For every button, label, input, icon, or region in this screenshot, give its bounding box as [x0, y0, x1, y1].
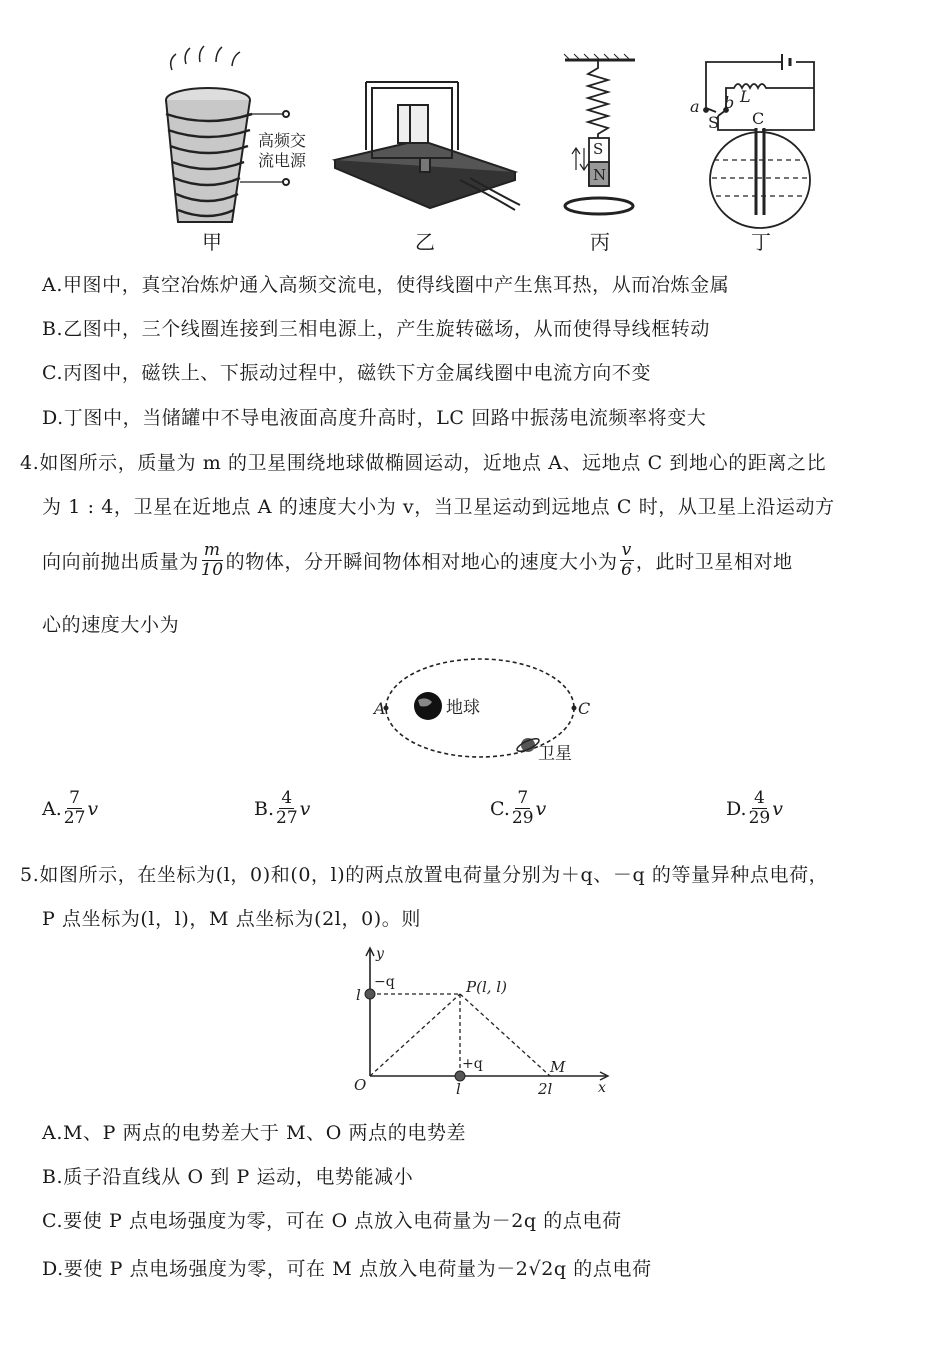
point-p-label: P(l, l) — [466, 978, 507, 996]
fraction-v-over-6 — [620, 542, 634, 579]
q3-option-b: B.乙图中，三个线圈连接到三相电源上，产生旋转磁场，从而使得导线框转动 — [42, 318, 711, 340]
label-earth: 地球 — [446, 698, 480, 718]
q4-option-c — [490, 790, 546, 827]
q3-option-d: D.丁图中，当储罐中不导电液面高度升高时，LC 回路中振荡电流频率将变大 — [42, 407, 707, 429]
x-tick-l: l — [456, 1080, 461, 1098]
q4-d-num: 4 — [754, 788, 765, 808]
circuit-b: b — [724, 93, 735, 112]
label-a: A — [374, 699, 386, 718]
q3-option-a: A.甲图中，真空冶炼炉通入高频交流电，使得线圈中产生焦耳热，从而冶炼金属 — [42, 274, 730, 296]
x-axis-label: x — [598, 1080, 606, 1096]
q4-c-var: v — [535, 797, 547, 820]
q4-c-letter: C. — [490, 797, 510, 820]
q4-option-d — [726, 790, 783, 827]
magnet-n: N — [593, 166, 607, 184]
q4-a-num: 7 — [69, 788, 80, 808]
q4-line3-pre: 向向前抛出质量为 — [42, 551, 199, 573]
rotating-field-figure — [335, 82, 520, 210]
q4-b-num: 4 — [281, 788, 293, 808]
label-c: C — [578, 699, 591, 718]
q4-stem-line4: 心的速度大小为 — [42, 614, 180, 636]
circuit-C: C — [752, 109, 765, 128]
power-label-1: 高频交 — [258, 131, 307, 150]
point-m-label: M — [550, 1058, 566, 1076]
caption-bing: 丙 — [590, 230, 610, 254]
circuit-L: L — [740, 87, 751, 106]
figure-row — [0, 0, 950, 260]
q4-a-den: 27 — [63, 808, 86, 828]
q4-option-a — [42, 790, 98, 827]
q4-b-den: 27 — [276, 808, 298, 828]
q4-c-den: 29 — [511, 808, 534, 828]
q4-a-frac — [64, 790, 86, 827]
caption-ding: 丁 — [751, 230, 771, 254]
magnet-s: S — [593, 140, 604, 158]
q4-d-frac — [749, 790, 771, 827]
q4-d-den: 29 — [748, 808, 771, 828]
frac2-num: v — [621, 540, 632, 560]
caption-jia: 甲 — [202, 230, 222, 254]
neg-charge-label: −q — [374, 974, 395, 990]
frac1-den: 10 — [200, 560, 224, 580]
q4-stem-line3 — [42, 542, 793, 579]
negative-charge-icon — [365, 989, 375, 999]
q5-stem-line2: P 点坐标为(l，l)，M 点坐标为(2l，0)。则 — [42, 908, 421, 930]
q5-option-c: C.要使 P 点电场强度为零，可在 O 点放入电荷量为－2q 的点电荷 — [42, 1210, 622, 1232]
q5-stem-line1: 5.如图所示，在坐标为(l，0)和(0，l)的两点放置电荷量分别为＋q、－q 的等量异种点电荷， — [20, 864, 829, 886]
q4-a-letter: A. — [42, 797, 62, 820]
q4-line3-post: ，此时卫星相对地 — [635, 551, 793, 573]
q4-option-b — [254, 790, 310, 827]
label-satellite: 卫星 — [538, 744, 572, 764]
q4-d-letter: D. — [726, 797, 747, 820]
frac2-den: 6 — [621, 560, 633, 580]
q4-stem-line2: 为 1 : 4，卫星在近地点 A 的速度大小为 v，当卫星运动到远地点 C 时，从卫星上沿运动方 — [42, 496, 835, 518]
q4-stem-line1: 4.如图所示，质量为 m 的卫星围绕地球做椭圆运动，近地点 A、远地点 C 到地心的距离之比 — [20, 452, 827, 474]
q4-c-num: 7 — [517, 788, 529, 808]
caption-yi: 乙 — [415, 230, 435, 254]
q4-d-var: v — [772, 797, 783, 820]
q4-line3-mid: 的物体，分开瞬间物体相对地心的速度大小为 — [225, 551, 618, 573]
frac1-num: m — [203, 540, 221, 560]
spring-magnet-figure — [564, 54, 635, 214]
orbit-diagram — [370, 648, 610, 778]
q4-b-frac — [276, 790, 298, 827]
q5-option-b: B.质子沿直线从 O 到 P 运动，电势能减小 — [42, 1166, 414, 1188]
power-label-2: 流电源 — [258, 151, 307, 170]
earth-icon — [414, 692, 442, 720]
satellite-icon — [515, 736, 540, 753]
q4-b-letter: B. — [254, 797, 275, 820]
circuit-a: a — [690, 97, 700, 116]
pos-charge-label: +q — [462, 1056, 483, 1072]
charge-diagram — [340, 944, 630, 1104]
q5-option-a: A.M、P 两点的电势差大于 M、O 两点的电势差 — [42, 1122, 467, 1144]
q4-b-var: v — [299, 797, 311, 820]
q3-option-c: C.丙图中，磁铁上、下振动过程中，磁铁下方金属线圈中电流方向不变 — [42, 362, 652, 384]
fraction-m-over-10 — [201, 542, 224, 579]
x-tick-2l: 2l — [538, 1080, 553, 1098]
q5-option-d: D.要使 P 点电场强度为零，可在 M 点放入电荷量为－2√2q 的点电荷 — [42, 1258, 652, 1280]
point-c-dot — [572, 706, 577, 711]
q4-c-frac — [512, 790, 534, 827]
y-tick-l: l — [356, 986, 361, 1004]
origin-label: O — [354, 1076, 367, 1094]
lc-tank-figure — [704, 54, 814, 228]
circuit-S: S — [708, 113, 719, 132]
y-axis-label: y — [376, 946, 384, 962]
q4-a-var: v — [87, 797, 99, 820]
